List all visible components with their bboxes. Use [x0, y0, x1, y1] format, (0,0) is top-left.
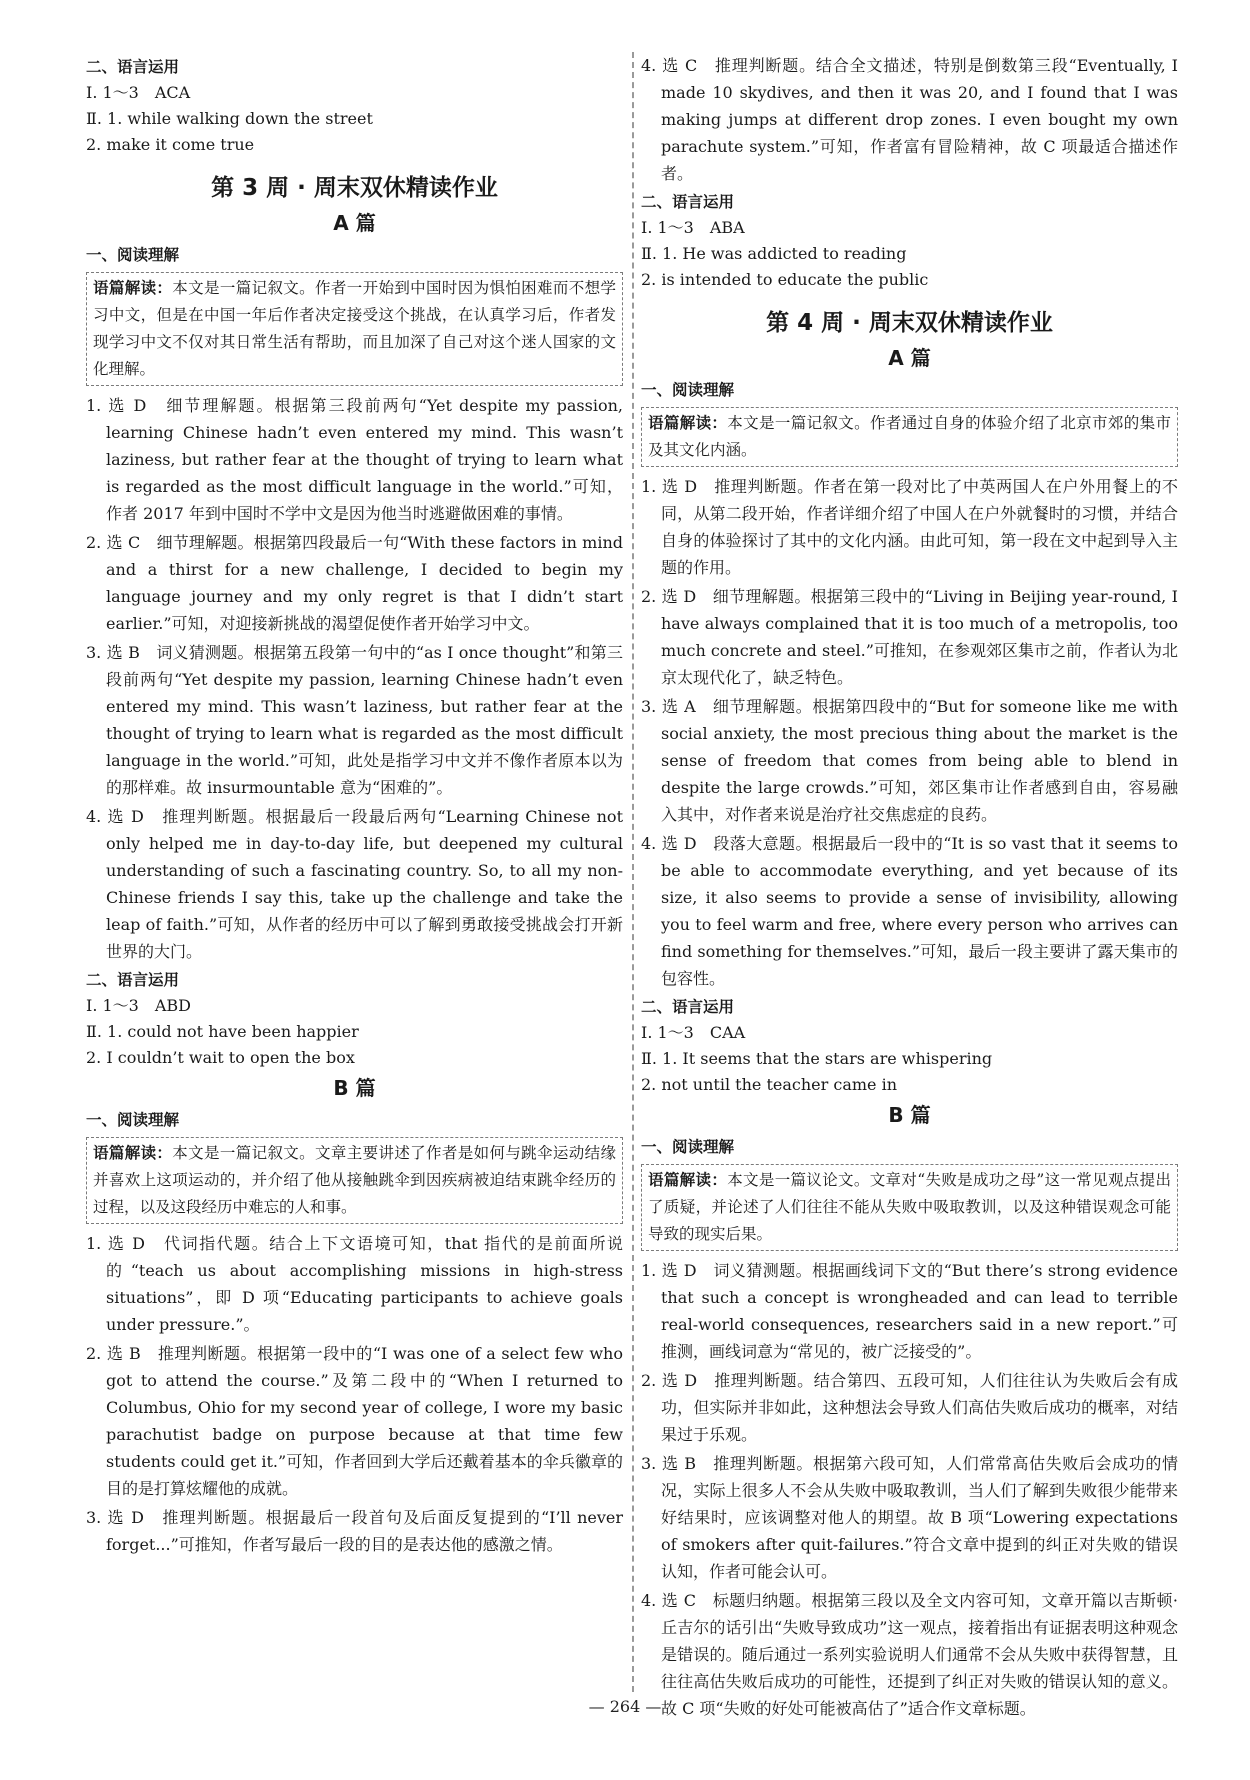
- answer-item: 4. 选 C 推理判断题。结合全文描述，特别是倒数第三段“Eventually, I made 10 skydives, and then it was 20, and I found that I was making jumps at different drop zones. I even bought my own parachute system.”可知，作者富有冒险精神，故 C 项最适合描述作者。: [641, 56, 1178, 183]
- part-title: B 篇: [888, 1103, 931, 1127]
- answer-item: 1. 选 D 细节理解题。根据第三段前两句“Yet despite my passion, learning Chinese hadn’t even entered my mind. This wasn’t laziness, but rather fear at the thought of trying to learn what is regarded as the most difficult language in the world.”可知，作者 2017 年到中国时不学中文是因为他当时逃避做困难的事情。: [86, 396, 623, 523]
- analysis-label: 语篇解读：: [93, 1144, 173, 1162]
- answer-item: 4. 选 C 标题归纳题。根据第三段以及全文内容可知，文章开篇以吉斯顿·丘吉尔的话引出“失败导致成功”这一观点，接着指出有证据表明这种观念是错误的。随后通过一系列实验说明人们通常不会从失败中获得智慧，且往往高估失败后成功的可能性，还提到了纠正对失败的错误认知的意义。故 C 项“失败的好处可能被高估了”适合作文章标题。: [641, 1591, 1178, 1718]
- passage-analysis: [641, 1164, 1178, 1251]
- section-label: 一、阅读理解: [641, 381, 735, 399]
- answer-line: Ⅰ. 1～3 ABD: [86, 996, 191, 1015]
- page-number: — 264 —: [588, 1697, 662, 1716]
- right-column: [641, 52, 1178, 1724]
- answer-item: 3. 选 B 词义猜测题。根据第五段第一句中的“as I once thought”和第三段前两句“Yet despite my passion, learning Chinese hadn’t even entered my mind. This wasn’t laziness, but rather fear at the thought of trying to learn what is regarded as the most difficult language in the world.”可知，此处是指学习中文并不像作者原本以为的那样难。故 insurmountable 意为“困难的”。: [86, 643, 623, 797]
- answer-line: 2. make it come true: [86, 135, 255, 154]
- left-column: [86, 52, 623, 1560]
- answer-line: Ⅱ. 1. could not have been happier: [86, 1022, 359, 1041]
- analysis-text: 本文是一篇记叙文。作者一开始到中国时因为惧怕困难而不想学习中文，但是在中国一年后作者决定接受这个挑战，在认真学习后，作者发现学习中文不仅对其日常生活有帮助，而且加深了自己对这个迷人国家的文化理解。: [93, 279, 616, 378]
- answer-item: 2. 选 C 细节理解题。根据第四段最后一句“With these factors in mind and a thirst for a new challenge, I decided to begin my language journey and my only regret is that I didn’t start earlier.”可知，对迎接新挑战的渴望促使作者开始学习中文。: [86, 533, 623, 633]
- section-label: 一、阅读理解: [86, 1111, 180, 1129]
- answer-line: Ⅰ. 1～3 ABA: [641, 218, 745, 237]
- answer-item: 3. 选 A 细节理解题。根据第四段中的“But for someone like me with social anxiety, the most precious thing about the market is the sense of freedom that comes from being able to blend in despite the large crowds.”可知，郊区集市让作者感到自由，容易融入其中，对作者来说是治疗社交焦虑症的良药。: [641, 697, 1178, 824]
- answer-line: Ⅰ. 1～3 CAA: [641, 1023, 746, 1042]
- section-label: 二、语言运用: [86, 58, 180, 76]
- analysis-label: 语篇解读：: [648, 1171, 728, 1189]
- part-title: A 篇: [333, 211, 376, 235]
- analysis-text: 本文是一篇记叙文。文章主要讲述了作者是如何与跳伞运动结缘并喜欢上这项运动的，并介绍了他从接触跳伞到因疾病被迫结束跳伞经历的过程，以及这段经历中难忘的人和事。: [93, 1144, 616, 1216]
- section-label: 二、语言运用: [641, 193, 735, 211]
- answer-line: Ⅱ. 1. He was addicted to reading: [641, 244, 907, 263]
- answer-line: 2. is intended to educate the public: [641, 270, 929, 289]
- section-label: 一、阅读理解: [641, 1138, 735, 1156]
- answer-item: 1. 选 D 词义猜测题。根据画线词下文的“But there’s strong evidence that such a concept is wrongheaded and can lead to terrible real-world consequences, researchers said in a new report.”可推测，画线词意为“常见的，被广泛接受的”。: [641, 1261, 1178, 1361]
- analysis-text: 本文是一篇议论文。文章对“失败是成功之母”这一常见观点提出了质疑，并论述了人们往往不能从失败中吸取教训，以及这种错误观念可能导致的现实后果。: [648, 1171, 1171, 1243]
- week-title: 第 4 周 · 周末双休精读作业: [766, 310, 1053, 336]
- analysis-text: 本文是一篇记叙文。作者通过自身的体验介绍了北京市郊的集市及其文化内涵。: [648, 414, 1171, 459]
- answer-item: 1. 选 D 代词指代题。结合上下文语境可知，that 指代的是前面所说的“teach us about accomplishing missions in high-stress situations”，即 D 项“Educating participants to achieve goals under pressure.”。: [86, 1234, 623, 1334]
- answer-line: 2. not until the teacher came in: [641, 1075, 898, 1094]
- section-label: 二、语言运用: [86, 971, 180, 989]
- answer-item: 2. 选 D 推理判断题。结合第四、五段可知，人们往往认为失败后会有成功，但实际并非如此，这种想法会导致人们高估失败后成功的概率，对结果过于乐观。: [641, 1371, 1178, 1444]
- column-divider: [632, 52, 634, 1692]
- section-label: 二、语言运用: [641, 998, 735, 1016]
- answer-item: 3. 选 B 推理判断题。根据第六段可知，人们常常高估失败后会成功的情况，实际上很多人不会从失败中吸取教训，当人们了解到失败很少能带来好结果时，应该调整对他人的期望。故 B 项“Lowering expectations of smokers after quit-failures.”符合文章中提到的纠正对失败的错误认知，作者可能会认可。: [641, 1454, 1178, 1581]
- answer-line: Ⅱ. 1. It seems that the stars are whispering: [641, 1049, 993, 1068]
- section-label: 一、阅读理解: [86, 246, 180, 264]
- answer-item: 1. 选 D 推理判断题。作者在第一段对比了中英两国人在户外用餐上的不同，从第二段开始，作者详细介绍了中国人在户外就餐时的习惯，并结合自身的体验探讨了其中的文化内涵。由此可知，第一段在文中起到导入主题的作用。: [641, 477, 1178, 577]
- answer-item: 2. 选 D 细节理解题。根据第三段中的“Living in Beijing year-round, I have always complained that it is too much of a metropolis, too much concrete and steel.”可推知，在参观郊区集市之前，作者认为北京太现代化了，缺乏特色。: [641, 587, 1178, 687]
- answer-line: 2. I couldn’t wait to open the box: [86, 1048, 355, 1067]
- answer-line: Ⅰ. 1～3 ACA: [86, 83, 191, 102]
- answer-item: 4. 选 D 推理判断题。根据最后一段最后两句“Learning Chinese not only helped me in day-to-day life, but deepened my cultural understanding of such a fascinating country. So, to all my non-Chinese friends I say this, take up the challenge and take the leap of faith.”可知，从作者的经历中可以了解到勇敢接受挑战会打开新世界的大门。: [86, 807, 623, 961]
- passage-analysis: [86, 272, 623, 386]
- analysis-label: 语篇解读：: [93, 279, 173, 297]
- passage-analysis: [86, 1137, 623, 1224]
- answer-line: Ⅱ. 1. while walking down the street: [86, 109, 373, 128]
- part-title: B 篇: [333, 1076, 376, 1100]
- week-title: 第 3 周 · 周末双休精读作业: [211, 175, 498, 201]
- answer-item: 2. 选 B 推理判断题。根据第一段中的“I was one of a select few who got to attend the course.”及第二段中的“When I returned to Columbus, Ohio for my second year of college, I wore my basic parachutist badge on purpose because at that time few students could get it.”可知，作者回到大学后还戴着基本的伞兵徽章的目的是打算炫耀他的成就。: [86, 1344, 623, 1498]
- answer-item: 3. 选 D 推理判断题。根据最后一段首句及后面反复提到的“I’ll never forget...”可推知，作者写最后一段的目的是表达他的感激之情。: [86, 1508, 623, 1554]
- passage-analysis: [641, 407, 1178, 467]
- analysis-label: 语篇解读：: [648, 414, 728, 432]
- answer-item: 4. 选 D 段落大意题。根据最后一段中的“It is so vast that it seems to be able to accommodate everything, and yet because of its size, it also seems to provide a sense of invisibility, allowing you to feel warm and free, where every person who arrives can find something for themselves.”可知，最后一段主要讲了露天集市的包容性。: [641, 834, 1178, 988]
- part-title: A 篇: [888, 346, 931, 370]
